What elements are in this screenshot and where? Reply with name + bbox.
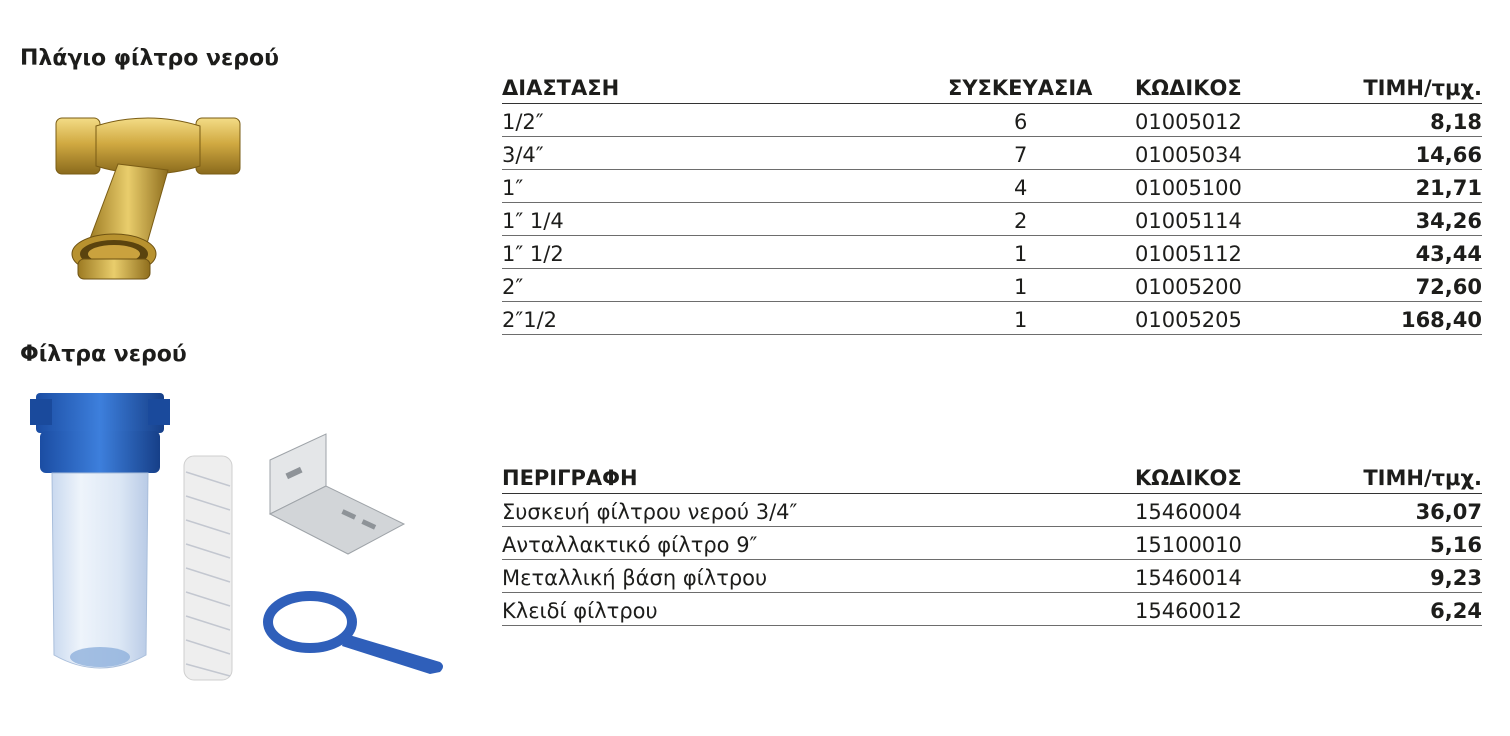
section-title-water-filters: Φίλτρα νερού	[20, 342, 187, 367]
cell-size: 1″	[502, 176, 524, 200]
table-row	[502, 104, 1482, 137]
table-row	[502, 593, 1482, 626]
table-row	[502, 170, 1482, 203]
water-filters-price-table	[502, 460, 1482, 626]
table-row	[502, 269, 1482, 302]
cell-price: 8,18	[1430, 110, 1482, 134]
header-description: ΠΕΡΙΓΡΑΦΗ	[502, 466, 638, 490]
cell-packaging: 4	[1014, 176, 1028, 200]
cell-description: Μεταλλική βάση φίλτρου	[502, 566, 768, 590]
cell-price: 43,44	[1415, 242, 1482, 266]
cell-code: 01005205	[1135, 308, 1242, 332]
cell-packaging: 2	[1014, 209, 1028, 233]
cell-description: Κλειδί φίλτρου	[502, 599, 658, 623]
cell-packaging: 1	[1014, 242, 1028, 266]
section-title-side-filter: Πλάγιο φίλτρο νερού	[20, 46, 279, 71]
cell-code: 15100010	[1135, 533, 1242, 557]
table-row	[502, 203, 1482, 236]
cell-size: 2″1/2	[502, 308, 558, 332]
cell-packaging: 7	[1014, 143, 1028, 167]
cell-price: 72,60	[1415, 275, 1482, 299]
cell-description: Ανταλλακτικό φίλτρο 9″	[502, 533, 758, 557]
cell-price: 34,26	[1415, 209, 1482, 233]
metal-bracket-image	[262, 430, 412, 556]
cell-code: 01005112	[1135, 242, 1242, 266]
table-row	[502, 302, 1482, 335]
cell-code: 15460004	[1135, 500, 1242, 524]
cell-code: 01005114	[1135, 209, 1242, 233]
cell-code: 01005034	[1135, 143, 1242, 167]
cell-price: 9,23	[1430, 566, 1482, 590]
cell-code: 15460014	[1135, 566, 1242, 590]
cell-code: 01005012	[1135, 110, 1242, 134]
cell-size: 1″ 1/4	[502, 209, 564, 233]
cell-packaging: 1	[1014, 275, 1028, 299]
table-row	[502, 494, 1482, 527]
brass-y-strainer-image	[48, 104, 248, 290]
cell-price: 168,40	[1400, 308, 1482, 332]
cell-price: 36,07	[1415, 500, 1482, 524]
cell-size: 1″ 1/2	[502, 242, 564, 266]
header-code: ΚΩΔΙΚΟΣ	[1135, 466, 1242, 490]
cell-code: 01005100	[1135, 176, 1242, 200]
cell-code: 15460012	[1135, 599, 1242, 623]
header-price: ΤΙΜΗ/τμχ.	[1363, 76, 1482, 100]
table-row	[502, 527, 1482, 560]
filter-wrench-image	[262, 588, 447, 678]
cell-packaging: 6	[1014, 110, 1028, 134]
side-filter-price-table	[502, 70, 1482, 335]
header-code: ΚΩΔΙΚΟΣ	[1135, 76, 1242, 100]
cell-price: 21,71	[1415, 176, 1482, 200]
filter-cartridge-image	[178, 452, 238, 684]
table-row	[502, 560, 1482, 593]
cell-code: 01005200	[1135, 275, 1242, 299]
cell-size: 1/2″	[502, 110, 544, 134]
table-header	[502, 70, 1482, 104]
header-packaging: ΣΥΣΚΕΥΑΣΙΑ	[948, 76, 1093, 100]
header-price: ΤΙΜΗ/τμχ.	[1363, 466, 1482, 490]
table-row	[502, 137, 1482, 170]
filter-housing-image	[30, 385, 170, 685]
cell-price: 6,24	[1430, 599, 1482, 623]
cell-price: 14,66	[1415, 143, 1482, 167]
cell-size: 2″	[502, 275, 524, 299]
table-header	[502, 460, 1482, 494]
cell-price: 5,16	[1430, 533, 1482, 557]
header-size: ΔΙΑΣΤΑΣΗ	[502, 76, 620, 100]
cell-description: Συσκευή φίλτρου νερού 3/4″	[502, 500, 798, 524]
table-row	[502, 236, 1482, 269]
cell-packaging: 1	[1014, 308, 1028, 332]
cell-size: 3/4″	[502, 143, 544, 167]
